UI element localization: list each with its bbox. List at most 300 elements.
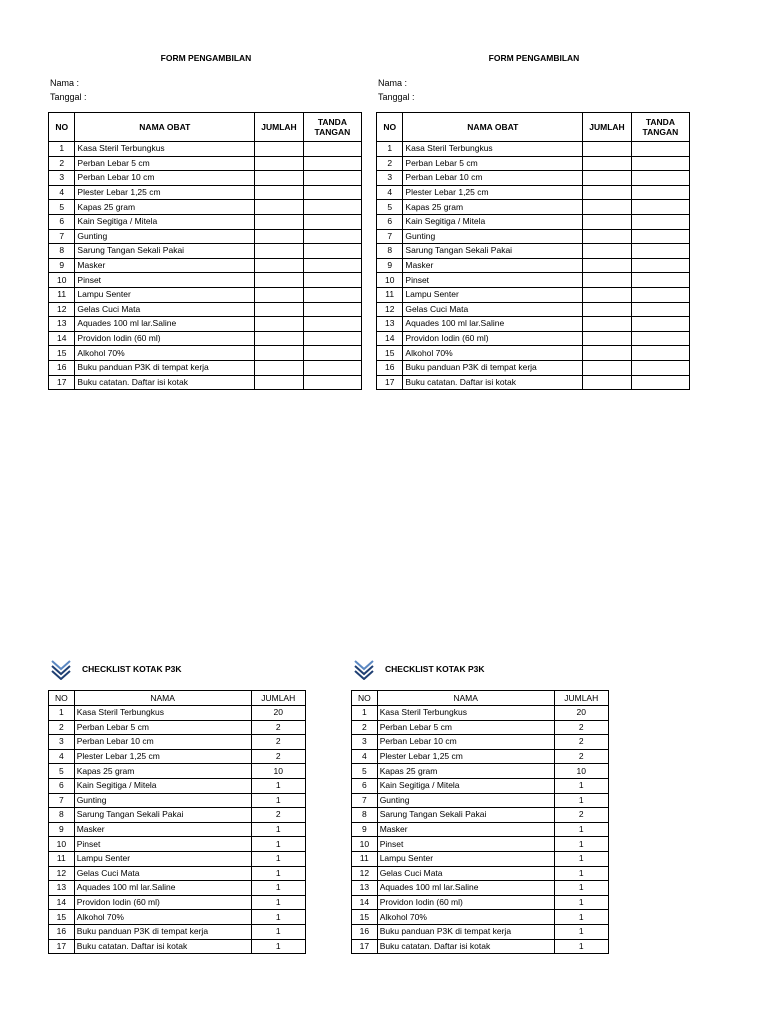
table-row: [352, 924, 609, 939]
table-row: [352, 720, 609, 735]
cell-jumlah-blank: [583, 171, 632, 186]
cell-no: 12: [49, 302, 75, 317]
cell-nama: Buku catatan. Daftar isi kotak: [377, 939, 554, 954]
header-nama-obat: NAMA OBAT: [75, 113, 255, 142]
cell-nama: Aquades 100 ml lar.Saline: [74, 881, 251, 896]
cell-jumlah: 2: [554, 808, 609, 823]
cell-nama-obat: Kasa Steril Terbungkus: [75, 142, 255, 157]
cell-no: 4: [377, 185, 403, 200]
table-row: [49, 764, 306, 779]
table-row: [352, 793, 609, 808]
table-row: [49, 793, 306, 808]
cell-jumlah: 1: [554, 881, 609, 896]
cell-no: 15: [49, 910, 75, 925]
cell-no: 12: [49, 866, 75, 881]
cell-tanda-tangan-blank: [631, 200, 689, 215]
table-row: [49, 331, 362, 346]
cell-nama: Kasa Steril Terbungkus: [377, 706, 554, 721]
cell-jumlah: 2: [554, 720, 609, 735]
cell-no: 15: [352, 910, 378, 925]
name-label: Nama :: [378, 78, 408, 88]
cell-jumlah-blank: [255, 346, 304, 361]
cell-jumlah-blank: [255, 331, 304, 346]
cell-no: 16: [49, 924, 75, 939]
cell-nama: Gunting: [74, 793, 251, 808]
cell-jumlah: 1: [251, 822, 306, 837]
cell-jumlah-blank: [255, 229, 304, 244]
cell-nama-obat: Alkohol 70%: [75, 346, 255, 361]
cell-no: 13: [49, 317, 75, 332]
table-row: [377, 258, 690, 273]
cell-nama: Kain Segitiga / Mitela: [74, 778, 251, 793]
cell-no: 6: [352, 778, 378, 793]
table-row: [377, 156, 690, 171]
cell-no: 9: [377, 258, 403, 273]
cell-no: 12: [352, 866, 378, 881]
table-row: [49, 229, 362, 244]
cell-tanda-tangan-blank: [631, 331, 689, 346]
chevron-layers-logo-icon: [353, 658, 375, 680]
table-row: [49, 244, 362, 259]
table-row: [49, 302, 362, 317]
cell-tanda-tangan-blank: [631, 171, 689, 186]
checklist-title: CHECKLIST KOTAK P3K: [82, 664, 182, 674]
cell-no: 16: [49, 360, 75, 375]
cell-no: 2: [377, 156, 403, 171]
cell-tanda-tangan-blank: [631, 287, 689, 302]
table-row: [49, 924, 306, 939]
cell-no: 3: [49, 171, 75, 186]
form-table: [376, 112, 690, 390]
form-title: FORM PENGAMBILAN: [488, 53, 580, 63]
cell-no: 8: [377, 244, 403, 259]
cell-no: 10: [49, 837, 75, 852]
cell-nama-obat: Providon Iodin (60 ml): [75, 331, 255, 346]
cell-no: 6: [377, 214, 403, 229]
cell-nama-obat: Buku panduan P3K di tempat kerja: [75, 360, 255, 375]
cell-nama: Sarung Tangan Sekali Pakai: [74, 808, 251, 823]
cell-jumlah-blank: [583, 244, 632, 259]
cell-tanda-tangan-blank: [303, 375, 361, 390]
cell-tanda-tangan-blank: [631, 214, 689, 229]
cell-tanda-tangan-blank: [631, 156, 689, 171]
form-pengambilan-left: [48, 50, 364, 390]
cell-no: 2: [49, 720, 75, 735]
cell-jumlah: 10: [554, 764, 609, 779]
cell-no: 5: [352, 764, 378, 779]
table-row: [352, 895, 609, 910]
cell-jumlah: 1: [554, 793, 609, 808]
form-title: FORM PENGAMBILAN: [160, 53, 252, 63]
cell-tanda-tangan-blank: [303, 273, 361, 288]
header-nama-obat: NAMA OBAT: [403, 113, 583, 142]
table-row: [352, 735, 609, 750]
cell-nama-obat: Alkohol 70%: [403, 346, 583, 361]
cell-nama-obat: Kapas 25 gram: [403, 200, 583, 215]
header-jumlah: JUMLAH: [583, 113, 632, 142]
table-row: [49, 706, 306, 721]
cell-nama: Aquades 100 ml lar.Saline: [377, 881, 554, 896]
cell-jumlah: 2: [554, 749, 609, 764]
table-row: [377, 185, 690, 200]
cell-nama: Buku panduan P3K di tempat kerja: [377, 924, 554, 939]
table-row: [377, 346, 690, 361]
cell-jumlah: 1: [251, 778, 306, 793]
cell-no: 3: [352, 735, 378, 750]
cell-nama: Pinset: [377, 837, 554, 852]
cell-jumlah-blank: [255, 302, 304, 317]
cell-no: 1: [377, 142, 403, 157]
cell-no: 13: [377, 317, 403, 332]
cell-tanda-tangan-blank: [303, 317, 361, 332]
checklist-header: [48, 656, 306, 682]
cell-nama-obat: Masker: [75, 258, 255, 273]
form-body: [377, 142, 690, 390]
cell-nama: Lampu Senter: [377, 851, 554, 866]
cell-nama-obat: Buku catatan. Daftar isi kotak: [75, 375, 255, 390]
cell-jumlah: 2: [251, 749, 306, 764]
table-row: [49, 749, 306, 764]
cell-nama-obat: Perban Lebar 5 cm: [403, 156, 583, 171]
cell-no: 11: [49, 851, 75, 866]
cell-jumlah-blank: [255, 171, 304, 186]
cell-jumlah: 2: [251, 735, 306, 750]
cell-nama: Masker: [377, 822, 554, 837]
cell-tanda-tangan-blank: [631, 346, 689, 361]
cell-jumlah-blank: [255, 287, 304, 302]
cell-tanda-tangan-blank: [631, 244, 689, 259]
table-row: [49, 317, 362, 332]
header-jumlah: JUMLAH: [255, 113, 304, 142]
table-row: [377, 171, 690, 186]
table-row: [352, 778, 609, 793]
table-row: [352, 749, 609, 764]
table-row: [377, 302, 690, 317]
cell-jumlah: 1: [251, 793, 306, 808]
date-label: Tanggal :: [378, 92, 415, 102]
cell-no: 7: [49, 793, 75, 808]
cell-tanda-tangan-blank: [631, 360, 689, 375]
cell-no: 7: [49, 229, 75, 244]
cell-jumlah: 1: [554, 851, 609, 866]
cell-jumlah: 1: [251, 837, 306, 852]
cell-no: 2: [49, 156, 75, 171]
cell-tanda-tangan-blank: [303, 302, 361, 317]
cell-nama: Sarung Tangan Sekali Pakai: [377, 808, 554, 823]
cell-jumlah-blank: [255, 200, 304, 215]
table-row: [377, 214, 690, 229]
cell-tanda-tangan-blank: [303, 346, 361, 361]
cell-no: 1: [352, 706, 378, 721]
cell-no: 11: [49, 287, 75, 302]
table-row: [352, 822, 609, 837]
cell-nama-obat: Buku catatan. Daftar isi kotak: [403, 375, 583, 390]
header-jumlah: JUMLAH: [554, 691, 609, 706]
cell-jumlah-blank: [583, 156, 632, 171]
cell-no: 12: [377, 302, 403, 317]
cell-nama-obat: Pinset: [75, 273, 255, 288]
cell-nama: Kasa Steril Terbungkus: [74, 706, 251, 721]
checklist-body: [49, 706, 306, 954]
cell-no: 6: [49, 778, 75, 793]
cell-no: 11: [352, 851, 378, 866]
table-row: [377, 244, 690, 259]
cell-nama: Pinset: [74, 837, 251, 852]
cell-nama: Kain Segitiga / Mitela: [377, 778, 554, 793]
cell-no: 8: [352, 808, 378, 823]
cell-nama-obat: Gunting: [403, 229, 583, 244]
header-no: NO: [352, 691, 378, 706]
header-tanda-tangan-label: TANDA TANGAN: [314, 117, 351, 137]
cell-jumlah-blank: [255, 244, 304, 259]
header-tanda-tangan: [631, 113, 689, 142]
table-row: [49, 142, 362, 157]
cell-tanda-tangan-blank: [303, 360, 361, 375]
cell-jumlah-blank: [583, 214, 632, 229]
chevron-layers-logo-icon: [50, 658, 72, 680]
cell-no: 15: [49, 346, 75, 361]
cell-no: 2: [352, 720, 378, 735]
table-row: [49, 881, 306, 896]
table-row: [352, 808, 609, 823]
cell-jumlah-blank: [583, 346, 632, 361]
cell-no: 8: [49, 244, 75, 259]
table-row: [377, 273, 690, 288]
cell-no: 7: [377, 229, 403, 244]
cell-nama-obat: Kasa Steril Terbungkus: [403, 142, 583, 157]
form-meta: [376, 76, 692, 104]
cell-nama-obat: Lampu Senter: [75, 287, 255, 302]
table-row: [49, 360, 362, 375]
cell-nama: Providon Iodin (60 ml): [74, 895, 251, 910]
cell-jumlah: 1: [251, 910, 306, 925]
cell-no: 14: [49, 895, 75, 910]
cell-nama-obat: Kain Segitiga / Mitela: [403, 214, 583, 229]
cell-jumlah: 1: [251, 881, 306, 896]
cell-jumlah: 1: [554, 939, 609, 954]
table-row: [49, 808, 306, 823]
cell-jumlah: 1: [554, 866, 609, 881]
table-row: [49, 866, 306, 881]
cell-jumlah: 1: [554, 822, 609, 837]
cell-tanda-tangan-blank: [303, 171, 361, 186]
cell-nama: Alkohol 70%: [74, 910, 251, 925]
cell-nama: Gelas Cuci Mata: [377, 866, 554, 881]
table-row: [49, 200, 362, 215]
cell-jumlah-blank: [255, 273, 304, 288]
cell-no: 14: [377, 331, 403, 346]
cell-jumlah-blank: [255, 185, 304, 200]
checklist-kotak-p3k-left: [48, 656, 306, 954]
cell-jumlah: 1: [554, 895, 609, 910]
table-row: [49, 939, 306, 954]
cell-no: 8: [49, 808, 75, 823]
table-row: [352, 837, 609, 852]
cell-jumlah: 2: [251, 720, 306, 735]
cell-no: 1: [49, 706, 75, 721]
cell-jumlah: 1: [554, 924, 609, 939]
cell-tanda-tangan-blank: [631, 317, 689, 332]
cell-nama: Perban Lebar 10 cm: [377, 735, 554, 750]
cell-nama-obat: Aquades 100 ml lar.Saline: [403, 317, 583, 332]
cell-nama-obat: Sarung Tangan Sekali Pakai: [75, 244, 255, 259]
cell-nama-obat: Kapas 25 gram: [75, 200, 255, 215]
form-meta: [48, 76, 364, 104]
checklist-body: [352, 706, 609, 954]
cell-no: 13: [352, 881, 378, 896]
cell-no: 3: [49, 735, 75, 750]
table-row: [352, 706, 609, 721]
checklist-title: CHECKLIST KOTAK P3K: [385, 664, 485, 674]
cell-nama-obat: Lampu Senter: [403, 287, 583, 302]
cell-jumlah: 1: [251, 939, 306, 954]
cell-jumlah-blank: [255, 142, 304, 157]
cell-nama: Buku panduan P3K di tempat kerja: [74, 924, 251, 939]
cell-tanda-tangan-blank: [631, 229, 689, 244]
cell-nama-obat: Providon Iodin (60 ml): [403, 331, 583, 346]
cell-nama-obat: Perban Lebar 5 cm: [75, 156, 255, 171]
cell-jumlah-blank: [255, 214, 304, 229]
cell-jumlah: 2: [251, 808, 306, 823]
cell-jumlah: 1: [251, 924, 306, 939]
table-row: [377, 317, 690, 332]
form-body: [49, 142, 362, 390]
table-header-row: [377, 113, 690, 142]
cell-tanda-tangan-blank: [303, 200, 361, 215]
cell-no: 5: [377, 200, 403, 215]
table-row: [352, 881, 609, 896]
cell-jumlah: 10: [251, 764, 306, 779]
checklist-table: [48, 690, 306, 954]
cell-tanda-tangan-blank: [631, 375, 689, 390]
table-header-row: [352, 691, 609, 706]
cell-no: 16: [352, 924, 378, 939]
table-row: [352, 910, 609, 925]
checklist-header: [351, 656, 609, 682]
table-row: [49, 214, 362, 229]
cell-nama: Lampu Senter: [74, 851, 251, 866]
cell-jumlah-blank: [583, 258, 632, 273]
cell-no: 4: [49, 749, 75, 764]
table-row: [49, 720, 306, 735]
cell-nama: Alkohol 70%: [377, 910, 554, 925]
table-row: [49, 185, 362, 200]
cell-jumlah: 1: [251, 866, 306, 881]
table-row: [352, 851, 609, 866]
cell-tanda-tangan-blank: [303, 229, 361, 244]
cell-jumlah: 1: [554, 778, 609, 793]
cell-jumlah: 20: [554, 706, 609, 721]
cell-nama-obat: Gunting: [75, 229, 255, 244]
cell-no: 16: [377, 360, 403, 375]
cell-nama-obat: Gelas Cuci Mata: [403, 302, 583, 317]
cell-jumlah-blank: [583, 142, 632, 157]
table-row: [352, 939, 609, 954]
cell-no: 17: [377, 375, 403, 390]
cell-tanda-tangan-blank: [303, 287, 361, 302]
cell-jumlah-blank: [255, 375, 304, 390]
table-row: [49, 375, 362, 390]
cell-no: 13: [49, 881, 75, 896]
header-nama: NAMA: [377, 691, 554, 706]
cell-no: 9: [49, 258, 75, 273]
cell-nama-obat: Masker: [403, 258, 583, 273]
cell-tanda-tangan-blank: [303, 258, 361, 273]
cell-jumlah-blank: [583, 229, 632, 244]
table-row: [377, 229, 690, 244]
cell-jumlah-blank: [255, 360, 304, 375]
cell-nama: Perban Lebar 5 cm: [74, 720, 251, 735]
cell-nama-obat: Sarung Tangan Sekali Pakai: [403, 244, 583, 259]
cell-nama: Kapas 25 gram: [377, 764, 554, 779]
cell-nama: Kapas 25 gram: [74, 764, 251, 779]
cell-jumlah: 2: [554, 735, 609, 750]
header-tanda-tangan-label: TANDA TANGAN: [642, 117, 679, 137]
cell-jumlah-blank: [255, 317, 304, 332]
table-row: [49, 851, 306, 866]
cell-nama: Perban Lebar 10 cm: [74, 735, 251, 750]
cell-jumlah: 20: [251, 706, 306, 721]
cell-nama-obat: Buku panduan P3K di tempat kerja: [403, 360, 583, 375]
cell-no: 10: [49, 273, 75, 288]
cell-no: 14: [49, 331, 75, 346]
cell-nama: Masker: [74, 822, 251, 837]
header-no: NO: [49, 691, 75, 706]
cell-nama: Providon Iodin (60 ml): [377, 895, 554, 910]
cell-nama: Perban Lebar 5 cm: [377, 720, 554, 735]
cell-nama-obat: Perban Lebar 10 cm: [75, 171, 255, 186]
cell-nama-obat: Perban Lebar 10 cm: [403, 171, 583, 186]
table-row: [377, 200, 690, 215]
cell-nama-obat: Plester Lebar 1,25 cm: [403, 185, 583, 200]
cell-nama-obat: Plester Lebar 1,25 cm: [75, 185, 255, 200]
table-row: [49, 822, 306, 837]
cell-no: 1: [49, 142, 75, 157]
cell-jumlah-blank: [583, 287, 632, 302]
cell-jumlah: 1: [554, 910, 609, 925]
name-label: Nama :: [50, 78, 80, 88]
table-row: [49, 258, 362, 273]
cell-no: 9: [49, 822, 75, 837]
cell-jumlah-blank: [583, 185, 632, 200]
cell-nama-obat: Pinset: [403, 273, 583, 288]
date-label: Tanggal :: [50, 92, 87, 102]
header-no: NO: [49, 113, 75, 142]
cell-no: 5: [49, 200, 75, 215]
table-row: [49, 778, 306, 793]
cell-tanda-tangan-blank: [303, 214, 361, 229]
cell-nama: Gunting: [377, 793, 554, 808]
cell-no: 14: [352, 895, 378, 910]
table-row: [377, 360, 690, 375]
checklist-table: [351, 690, 609, 954]
header-nama: NAMA: [74, 691, 251, 706]
table-row: [352, 764, 609, 779]
cell-nama: Buku catatan. Daftar isi kotak: [74, 939, 251, 954]
cell-nama: Plester Lebar 1,25 cm: [377, 749, 554, 764]
cell-no: 4: [352, 749, 378, 764]
cell-no: 5: [49, 764, 75, 779]
cell-jumlah-blank: [583, 302, 632, 317]
cell-nama-obat: Gelas Cuci Mata: [75, 302, 255, 317]
table-row: [49, 735, 306, 750]
cell-no: 17: [49, 939, 75, 954]
cell-no: 9: [352, 822, 378, 837]
cell-no: 17: [352, 939, 378, 954]
cell-no: 4: [49, 185, 75, 200]
form-pengambilan-right: [376, 50, 692, 390]
table-row: [377, 375, 690, 390]
